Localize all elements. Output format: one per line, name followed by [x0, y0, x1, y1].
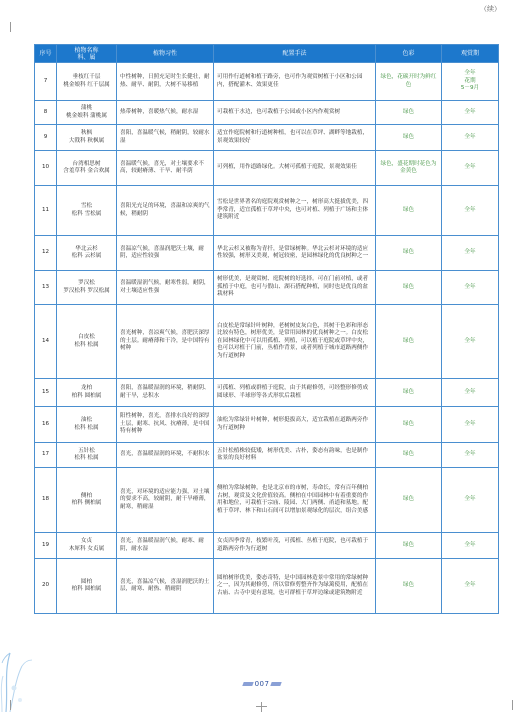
- header-config: 配置手法: [214, 45, 376, 63]
- table-row: [35, 533, 499, 559]
- plant-habit: 喜光，对环境的适应能力强，对土壤的要求不高，较耐阴，耐干旱瘠薄，耐寒，稍耐湿: [117, 468, 214, 533]
- table-row: [35, 443, 499, 468]
- table-row: [35, 379, 499, 407]
- plant-habit: 喜温凉气候，喜湿润肥沃土壤，耐阴，适应性较强: [117, 236, 214, 271]
- footer-right-ornament: [271, 682, 282, 686]
- plant-habit: 中性树种，日照充足时生长健壮，耐热、耐旱、耐阴，大树不易移植: [117, 63, 214, 101]
- plant-name: 女贞 木犀科 女贞属: [57, 533, 117, 559]
- table-row: [35, 101, 499, 125]
- configuration-method: 雪松是世界著名的庭院观赏树种之一，树形高大挺拔优美，四季常青，适宜孤植于草坪中央，也可对植、列植于广场和主体建筑附近: [214, 186, 376, 236]
- row-number: 13: [35, 271, 57, 305]
- viewing-season: 全年: [442, 236, 499, 271]
- plant-name: 罗汉松 罗汉松科 罗汉松属: [57, 271, 117, 305]
- plant-color: 绿色: [376, 101, 442, 125]
- plant-name: 华北云杉 松科 云杉属: [57, 236, 117, 271]
- configuration-method: 侧柏为常绿树种，也是北京市的市树，寿命长，常有百年侧柏古树，观赏及文化价值较高。侧柏在中国园林中有着重要的作用和地位，可栽植于宗庙、陵园、大门两侧、甬道和墓地。配植于草坪、林下和山石间可以增加景观绿化的层次，组合美感: [214, 468, 376, 533]
- footer-left-ornament: [242, 682, 253, 686]
- row-number: 8: [35, 101, 57, 125]
- plant-name: 秋枫 大戟科 秋枫属: [57, 125, 117, 151]
- plant-habit: 阳性树种，喜光，喜排水良好的深厚土层，耐寒、抗风、抗瘠薄，是中国特有树种: [117, 407, 214, 443]
- row-number: 14: [35, 305, 57, 379]
- plant-color: 绿色，花碳开时为鲜红色: [376, 63, 442, 101]
- row-number: 15: [35, 379, 57, 407]
- table-row: [35, 236, 499, 271]
- viewing-season: 全年: [442, 443, 499, 468]
- table-row: [35, 468, 499, 533]
- plant-color: 绿色: [376, 443, 442, 468]
- decorative-plant-illustration: [0, 618, 40, 712]
- configuration-method: 白皮松是常绿针叶树种，老树树皮灰白色，其树干色彩和形态比较有特色，树形优美，是常用园林的优良树种之一。白皮松在园林绿化中可以用孤植、列植，可以植于庭院或草坪中央，也可以对植于门前，丛植作背景，或者列植于城市道路两侧作为行道树种: [214, 305, 376, 379]
- plant-habit: 喜光树种，喜凉爽气候，喜肥沃深厚的土层。耐瘠薄和干冷，是中国特有树种: [117, 305, 214, 379]
- plant-color: 绿色，盛花期时花色为金黄色: [376, 151, 442, 186]
- plant-color: 绿色: [376, 407, 442, 443]
- table-header-row: [35, 45, 499, 63]
- plant-table: [34, 44, 499, 614]
- header-season: 观赏期: [442, 45, 499, 63]
- table-row: [35, 407, 499, 443]
- row-number: 17: [35, 443, 57, 468]
- row-number: 20: [35, 559, 57, 614]
- plant-habit: 喜温暖气候，喜光，对土壤要求不高，较耐瘠薄、干旱、耐半荫: [117, 151, 214, 186]
- crop-mark-bottom-center: [261, 702, 262, 712]
- configuration-method: 华北云杉又被称为青扦，是常绿树种。华北云杉对环境的适应性较强，树形又美观，树冠较密，是园林绿化的优良树种之一: [214, 236, 376, 271]
- plant-name: 雪松 松科 雪松属: [57, 186, 117, 236]
- plant-name: 五针松 松科 松属: [57, 443, 117, 468]
- plant-habit: 喜光，喜温暖湿润气候，耐寒、耐阴，耐水湿: [117, 533, 214, 559]
- plant-habit: 热带树种，喜暖热气候，耐水湿: [117, 101, 214, 125]
- configuration-method: 女贞四季常青，枝繁叶茂，可孤植、丛植于庭院，也可栽植于道路两旁作为行道树: [214, 533, 376, 559]
- table-row: [35, 186, 499, 236]
- plant-name: 油松 松科 松属: [57, 407, 117, 443]
- viewing-season: 全年: [442, 186, 499, 236]
- plant-habit: 喜温暖湿润气候，耐寒性弱，耐阴，对土壤适应性强: [117, 271, 214, 305]
- plant-name: 圆柏 柏科 圆柏属: [57, 559, 117, 614]
- plant-name: 蒲桃 桃金娘科 蒲桃属: [57, 101, 117, 125]
- plant-habit: 喜光，喜温凉气候，喜湿润肥沃的土层，耐寒、耐热、稍耐阴: [117, 559, 214, 614]
- row-number: 11: [35, 186, 57, 236]
- row-number: 16: [35, 407, 57, 443]
- plant-color: 绿色: [376, 186, 442, 236]
- continued-label: （续）: [480, 5, 501, 13]
- viewing-season: 全年: [442, 533, 499, 559]
- row-number: 7: [35, 63, 57, 101]
- plant-color: 绿色: [376, 125, 442, 151]
- plant-name: 垂枝红千层 桃金娘科 红千层属: [57, 63, 117, 101]
- plant-habit: 喜阳光充足的环境，喜温和凉爽的气候，稍耐阴: [117, 186, 214, 236]
- header-name: 植物名称 科、属: [57, 45, 117, 63]
- plant-color: 绿色: [376, 559, 442, 614]
- configuration-method: 五针松植株较低矮，树形优美、古朴，姿态有韵味，也是制作盆景的良好材料: [214, 443, 376, 468]
- plant-color: 绿色: [376, 468, 442, 533]
- configuration-method: 树形优美，是观赏树、庭院树的好选择。可在门前对植，或者孤植于中庭，也可与假山、湖石搭配种植，同时也是优良的盆栽材料: [214, 271, 376, 305]
- plant-habit: 喜阳，喜温暖气候，稍耐阴，较耐水湿: [117, 125, 214, 151]
- configuration-method: 圆柏树形优美，姿态奇特，是中国园林造景中常用的常绿树种之一，因为其耐修剪，所以常修剪整齐作为绿篱使用，配植在古庙、古寺中更有意境，也可群植于草坪边缘或建筑物附近: [214, 559, 376, 614]
- row-number: 10: [35, 151, 57, 186]
- configuration-method: 油松为常绿针叶树种，树形挺拔高大，适宜栽植在道路两旁作为行道树种: [214, 407, 376, 443]
- table-row: [35, 559, 499, 614]
- header-no: 序号: [35, 45, 57, 63]
- row-number: 9: [35, 125, 57, 151]
- plant-habit: 喜阳，喜温暖湿润的环境，稍耐阴、耐干旱，忌积水: [117, 379, 214, 407]
- viewing-season: 全年: [442, 151, 499, 186]
- page-number: 007: [254, 680, 270, 688]
- configuration-method: 可列植，用作道路绿化。大树可孤植于庭院，景观效果佳: [214, 151, 376, 186]
- crop-mark-bottom-left: [10, 700, 11, 710]
- crop-mark-bottom-right: [512, 700, 513, 710]
- table-row: [35, 125, 499, 151]
- viewing-season: 全年: [442, 101, 499, 125]
- table-row: [35, 151, 499, 186]
- header-habit: 植物习性: [117, 45, 214, 63]
- viewing-season: 全年: [442, 379, 499, 407]
- plant-name: 台湾相思树 含羞草科 金合欢属: [57, 151, 117, 186]
- viewing-season: 全年: [442, 559, 499, 614]
- plant-color: 绿色: [376, 533, 442, 559]
- configuration-method: 可用作行道树和植于路旁，也可作为观赏树植于小区和公园内，搭配灌木、效果更佳: [214, 63, 376, 101]
- viewing-season: 全年: [442, 468, 499, 533]
- viewing-season: 全年: [442, 305, 499, 379]
- plant-color: 绿色: [376, 305, 442, 379]
- crop-mark-top-left: [10, 22, 11, 32]
- viewing-season: 全年 花期 5－9月: [442, 63, 499, 101]
- plant-name: 白皮松 松科 松属: [57, 305, 117, 379]
- configuration-method: 可栽植于水边，也可栽植于公园或小区内作观赏树: [214, 101, 376, 125]
- viewing-season: 全年: [442, 125, 499, 151]
- plant-name: 龙柏 柏科 圆柏属: [57, 379, 117, 407]
- row-number: 18: [35, 468, 57, 533]
- plant-color: 绿色: [376, 271, 442, 305]
- crop-mark-bottom-center-h: [256, 706, 267, 707]
- plant-color: 绿色: [376, 379, 442, 407]
- header-color: 色彩: [376, 45, 442, 63]
- plant-color: 绿色: [376, 236, 442, 271]
- row-number: 12: [35, 236, 57, 271]
- configuration-method: 适宜作庭院树和行道树种植，也可以在草坪、湖畔等地栽植，景观效果较好: [214, 125, 376, 151]
- plant-name: 侧柏 柏科 侧柏属: [57, 468, 117, 533]
- table-row: [35, 63, 499, 101]
- page-footer: [232, 678, 292, 690]
- table-row: [35, 305, 499, 379]
- viewing-season: 全年: [442, 407, 499, 443]
- viewing-season: 全年: [442, 271, 499, 305]
- configuration-method: 可孤植、列植或群植于庭院，由于其耐修剪，可经整形修剪成圆球形、半球形等各式形状后栽植: [214, 379, 376, 407]
- row-number: 19: [35, 533, 57, 559]
- plant-habit: 喜光，喜温暖湿润的环境，不耐积水: [117, 443, 214, 468]
- table-row: [35, 271, 499, 305]
